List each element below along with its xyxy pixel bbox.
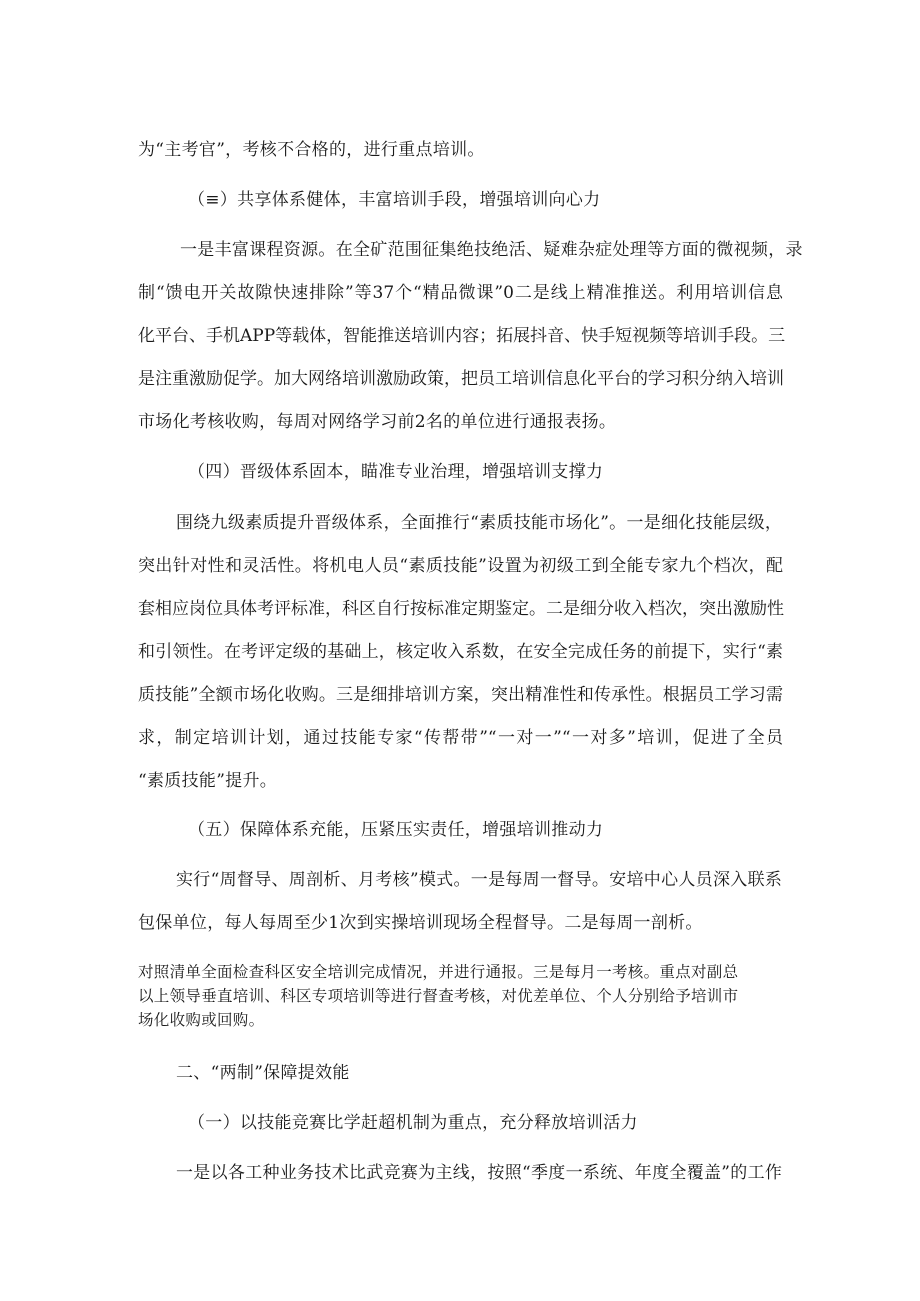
paragraph-line: 一是以各工种业务技术比武竞赛为主线，按照“季度一系统、年度全覆盖”的工作 — [176, 1163, 783, 1183]
section-heading-3: （≡）共享体系健体，丰富培训手段，增强培训向心力 — [188, 190, 601, 210]
paragraph-line: 质技能”全额市场化收购。三是细排培训方案，突出精准性和传承性。根据员工学习需 — [138, 685, 783, 705]
paragraph-line: 为“主考官”，考核不合格的，进行重点培训。 — [138, 140, 485, 160]
paragraph-line: 场化收购或回购。 — [138, 1011, 265, 1029]
paragraph-line: “素质技能”提升。 — [138, 771, 278, 791]
paragraph-line: 突出针对性和灵活性。将机电人员“素质技能”设置为初级工到全能专家九个档次，配 — [138, 556, 783, 576]
paragraph-line: 是注重激励促学。加大网络培训激励政策，把员工培训信息化平台的学习积分纳入培训 — [138, 369, 784, 389]
paragraph-line: 实行“周督导、周剖析、月考核”模式。一是每周一督导。安培中心人员深入联系 — [176, 870, 783, 890]
section-heading-4: （四）晋级体系固本，瞄准专业治理，增强培训支撑力 — [188, 462, 604, 482]
paragraph-line: 以上领导垂直培训、科区专项培训等进行督查考核，对优差单位、个人分别给予培训市 — [138, 987, 739, 1005]
subsection-heading-1: （一）以技能竞赛比学赶超机制为重点，充分释放培训活力 — [188, 1113, 638, 1133]
paragraph-line: 市场化考核收购，每周对网络学习前2名的单位进行通报表扬。 — [138, 412, 617, 432]
paragraph-line: 包保单位，每人每周至少1次到实操培训现场全程督导。二是每周一剖析。 — [138, 913, 703, 933]
paragraph-line: 一是丰富课程资源。在全矿范围征集绝技绝活、疑难杂症处理等方面的微视频，录 — [180, 240, 803, 260]
section-heading-5: （五）保障体系充能，压紧压实责任，增强培训推动力 — [188, 820, 604, 840]
paragraph-line: 围绕九级素质提升晋级体系，全面推行“素质技能市场化”。一是细化技能层级， — [176, 513, 783, 533]
paragraph-line: 制“馈电开关故隙快速排除”等37个“精品微课”0二是线上精准推送。利用培训信息 — [138, 283, 783, 303]
paragraph-line: 和引领性。在考评定级的基础上，核定收入系数，在安全完成任务的前提下，实行“素 — [138, 642, 783, 662]
paragraph-line: 套相应岗位具体考评标准，科区自行按标准定期鉴定。二是细分收入档次，突出激励性 — [138, 599, 784, 619]
paragraph-line: 求，制定培训计划，通过技能专家“传帮带”“一对一”“一对多”培训，促进了全员 — [138, 728, 783, 748]
paragraph-line: 对照清单全面检查科区安全培训完成情况，并进行通报。三是每月一考核。重点对副总 — [138, 963, 739, 981]
section-heading-2: 二、“两制”保障提效能 — [176, 1063, 350, 1083]
paragraph-line: 化平台、手机APP等载体，智能推送培训内容；拓展抖音、快手短视频等培训手段。三 — [138, 326, 786, 346]
